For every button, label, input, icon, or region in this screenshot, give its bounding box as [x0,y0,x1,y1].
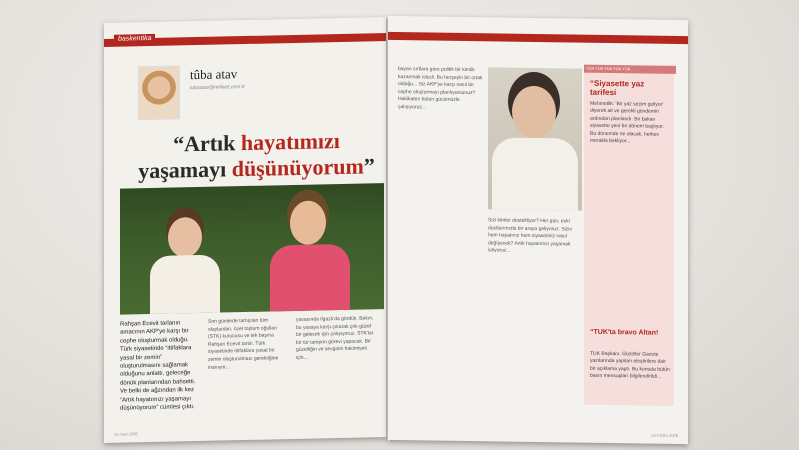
author-email: tubaatav@milliyet.com.tr [190,84,245,92]
headline-red1: hayatımızı [240,128,340,156]
person-left [150,207,220,314]
left-page [104,17,388,443]
sidebar-text-2: TUK Başkanı, Güzeller Gazete yazılarında yapılan eleştirilere dair bir açıklama yaptı. Bu konuda bütün basın mensupları bilgilendirildi... [590,350,670,380]
body-column-2: yasasında Ilgazlı'da gördük. Bakın, bu yasaya karşı çıkarak çok güzel bir gelecek için çalışıyoruz. STK'lar bir tür tampon görevi yapacak. Bir güzelliğin ve sevginin hakimiyeti için... [296,315,374,361]
headline-end: ” [363,153,375,179]
portrait-photo [488,67,582,210]
right-column-2: Sizi kimler destekliyor? Her gün, eski dostlarımızla bir araya geliyoruz. Sizin hem hayatınız hem siyasetiniz nasıl değişecek? Artık hayatımızı yaşamak istiyoruz... [488,217,573,254]
open-magazine [100,14,692,442]
sidebar-tabs: YÜA YÜA YÜA YÜA YÜA [584,65,676,74]
right-header-bar [388,32,688,44]
author-photo [138,65,180,120]
right-column-1: bayan sırtlara göre politik bir kimlik kazanmak istedi. Bu herşeyin bir ortak olduğu... Siz AKP'ye karşı nasıl bir cephe oluşturmayı planlıyorsunuz? Hakikaten bütün gücümüzle çalışıyoruz... [398,66,483,111]
lead-paragraph: Rahşan Ecevit tarlanın amacının AKP'ye karşı bir cephe oluşturmak olduğu. Türk siyasetinde “ittifaklara yasal bir zemin” oluşturulmasını sağlamak olduğunu anlattı, geleceğe dönük planlarından bahsetti. Ve belki de ağzından ilk kez “Artık hayatımızı yaşamayı düşünüyorum” cümlesi çıktı. [120,320,196,412]
headline-part2: yaşamayı [138,156,232,184]
author-name: tûba atav [190,66,238,83]
left-footer: 31 mart 2008 [114,431,138,437]
sidebar-box [584,65,674,406]
interview-photo [120,183,384,315]
section-tag: baskentika [114,34,155,44]
body-column-1: Son günlerde tartışılan tüm olaylardan, özel toplum oğulları (STK) kurucusu ve tek başına Rahşan Ecevit tartılı. Türk siyasetinde ittifaklara yasal bir zemin oluşturulması gerektiğine inanıyor... [208,317,279,371]
sidebar-title: “Siyasette yaz tarifesi [590,78,645,98]
headline [134,127,379,184]
headline-part1: “Artık [173,130,241,157]
right-page [388,16,688,444]
person-right [270,190,350,312]
sidebar-title-2: “TUK'ta bravo Altan! [590,328,659,337]
right-footer: yeni bilim 2008 [651,432,678,438]
headline-red2: düşünüyorum [231,153,364,182]
sidebar-text: Mehmetlik: 'Bir yaz seçim geliyor' diyerek ait ve gerekli gündemin ardından planlandı. Bir bakan siyasette yeni bir dönem başlıyor. Bu dönemde ne olacak, herkes merakla bekliyor... [590,100,664,145]
